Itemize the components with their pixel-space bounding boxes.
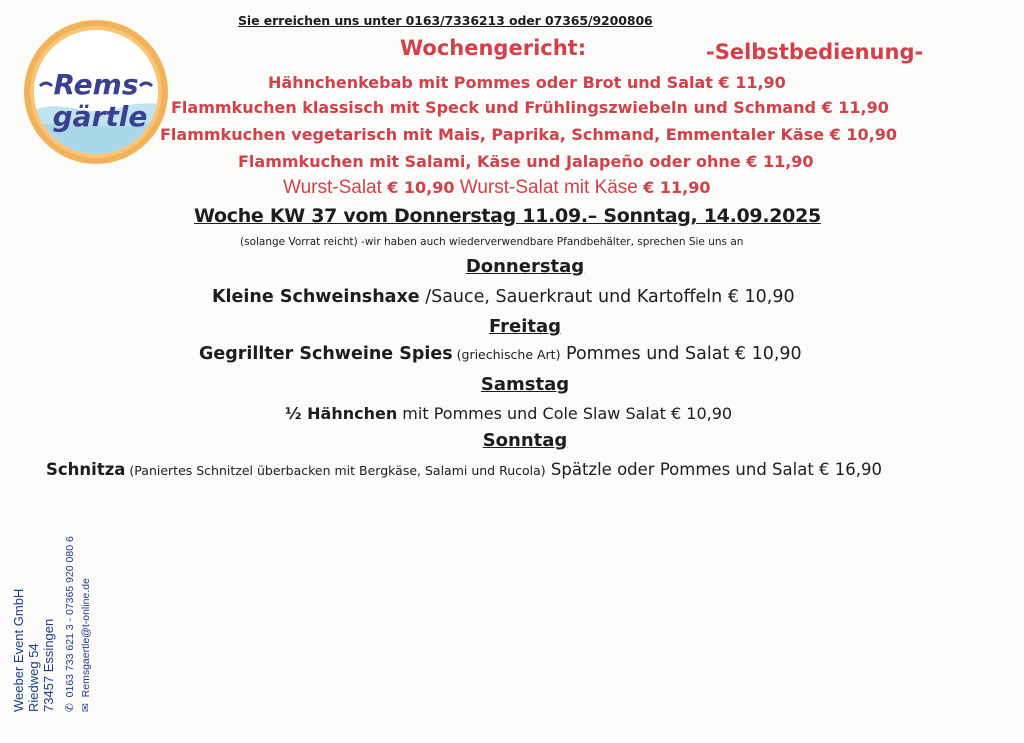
day-heading-sonntag: Sonntag xyxy=(482,430,568,451)
logo-text-gaertle: gärtle xyxy=(52,100,148,133)
week-heading: Woche KW 37 vom Donnerstag 11.09.– Sonntag, 14.09.2025 xyxy=(194,205,821,227)
footer-phone: 0163 733 621 3 - 07365 920 080 6 xyxy=(64,536,76,698)
dish-details: /Sauce, Sauerkraut und Kartoffeln € 10,90 xyxy=(419,287,795,307)
dish-name: ½ Hähnchen xyxy=(285,404,398,423)
availability-note: (solange Vorrat reicht) -wir haben auch wiederverwendbare Pfandbehälter, sprechen Sie uns an xyxy=(240,236,744,248)
remsgaertle-logo xyxy=(20,16,172,168)
weekly-item: Flammkuchen mit Salami, Käse und Jalapeño oder ohne € 11,90 xyxy=(238,152,814,171)
wochengericht-title: Wochengericht: xyxy=(400,36,587,60)
dish-donnerstag xyxy=(212,287,795,307)
phone-icon: ✆ xyxy=(64,703,76,712)
footer-company: Weeber Event GmbH xyxy=(11,588,26,712)
wurst-salat-line xyxy=(283,177,710,199)
footer-street: Riedweg 54 xyxy=(26,643,41,712)
footer-phone-line xyxy=(64,536,76,712)
dish-note: (Paniertes Schnitzel überbacken mit Bergkäse, Salami und Rucola) xyxy=(125,463,546,478)
dish-details: Spätzle oder Pommes und Salat € 16,90 xyxy=(545,460,883,479)
dish-name: Gegrillter Schweine Spies xyxy=(199,344,453,364)
dish-name: Kleine Schweinshaxe xyxy=(212,287,420,307)
contact-line: Sie erreichen uns unter 0163/7336213 oder 07365/9200806 xyxy=(238,13,653,28)
dish-sonntag xyxy=(46,460,882,479)
footer-city: 73457 Essingen xyxy=(41,618,56,712)
footer-email-line xyxy=(80,578,92,712)
day-heading-freitag: Freitag xyxy=(488,316,562,337)
logo-text-rems: Rems xyxy=(53,68,139,101)
wurst-salat-kaese-price: € 11,90 xyxy=(643,178,711,197)
wurst-salat-kaese-label: Wurst-Salat mit Käse xyxy=(459,177,638,198)
dish-details: Pommes und Salat € 10,90 xyxy=(560,344,802,364)
dish-samstag xyxy=(285,404,732,423)
wurst-salat-price: € 10,90 xyxy=(387,178,455,197)
dish-details: mit Pommes und Cole Slaw Salat € 10,90 xyxy=(397,404,733,423)
weekly-item: Flammkuchen vegetarisch mit Mais, Paprika, Schmand, Emmentaler Käse € 10,90 xyxy=(160,125,897,144)
email-icon: ✉ xyxy=(80,703,92,712)
footer-email: Remsgaertle@t-online.de xyxy=(80,578,92,698)
wurst-salat-label: Wurst-Salat xyxy=(283,177,382,198)
day-heading-donnerstag: Donnerstag xyxy=(465,256,585,277)
weekly-item: Hähnchenkebab mit Pommes oder Brot und Salat € 11,90 xyxy=(268,73,786,92)
day-heading-samstag: Samstag xyxy=(480,374,570,395)
weekly-item: Flammkuchen klassisch mit Speck und Frühlingszwiebeln und Schmand € 11,90 xyxy=(171,98,889,117)
selbstbedienung-title: -Selbstbedienung- xyxy=(706,40,924,64)
dish-note: (griechische Art) xyxy=(452,347,561,362)
dish-name: Schnitza xyxy=(46,460,126,479)
dish-freitag xyxy=(199,344,802,364)
